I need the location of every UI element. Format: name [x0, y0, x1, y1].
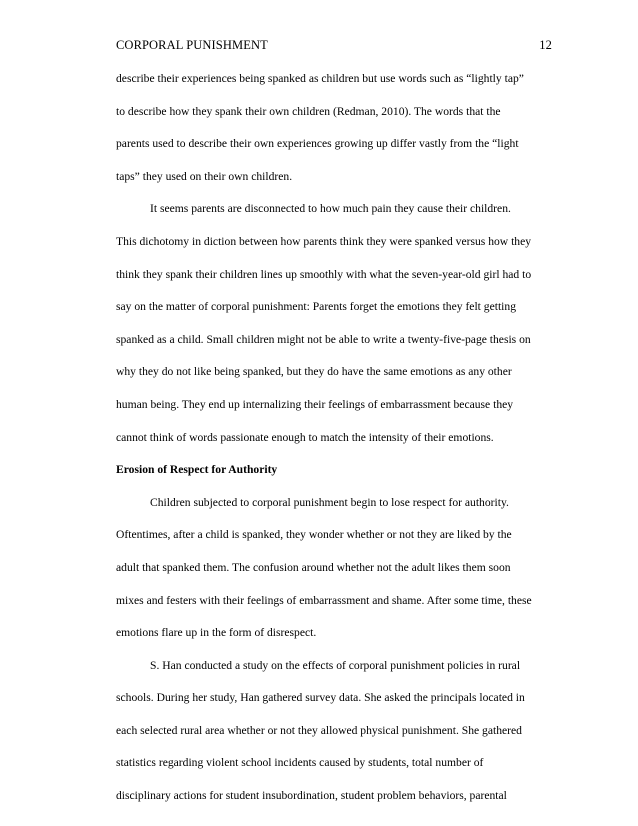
text-line: say on the matter of corporal punishment: Parents forget the emotions they felt getting	[116, 300, 516, 314]
running-head-title: CORPORAL PUNISHMENT	[116, 38, 268, 52]
text-line: It seems parents are disconnected to how much pain they cause their children.	[150, 202, 511, 216]
text-line: why they do not like being spanked, but they do have the same emotions as any other	[116, 365, 512, 379]
text-line: think they spank their children lines up smoothly with what the seven-year-old girl had to	[116, 267, 532, 281]
page-number: 12	[539, 38, 552, 52]
text-line: Children subjected to corporal punishment begin to lose respect for authority.	[150, 495, 509, 509]
text-line: taps” they used on their own children.	[116, 169, 293, 183]
text-line: describe their experiences being spanked as children but use words such as “lightly tap”	[116, 72, 524, 85]
text-line: This dichotomy in diction between how parents think they were spanked versus how they	[116, 234, 532, 248]
text-line: to describe how they spank their own children (Redman, 2010). The words that the	[116, 104, 501, 118]
text-line: mixes and festers with their feelings of embarrassment and shame. After some time, these	[116, 593, 532, 607]
text-line: cannot think of words passionate enough to match the intensity of their emotions.	[116, 430, 494, 444]
text-line: adult that spanked them. The confusion around whether not the adult likes them soon	[116, 560, 511, 574]
body-text	[116, 69, 560, 819]
text-line: schools. During her study, Han gathered survey data. She asked the principals located in	[116, 691, 525, 705]
text-line: parents used to describe their own experiences growing up differ vastly from the “light	[116, 137, 519, 151]
text-line: spanked as a child. Small children might not be able to write a twenty-five-page thesis on	[116, 332, 531, 346]
text-line: statistics regarding violent school incidents caused by students, total number of	[116, 756, 484, 770]
text-line: human being. They end up internalizing their feelings of embarrassment because they	[116, 397, 514, 411]
text-line: disciplinary actions for student insubordination, student problem behaviors, parental	[116, 789, 507, 803]
text-line: S. Han conducted a study on the effects of corporal punishment policies in rural	[150, 658, 521, 672]
text-line: emotions flare up in the form of disrespect.	[116, 626, 317, 640]
section-heading: Erosion of Respect for Authority	[116, 463, 278, 477]
text-line: each selected rural area whether or not they allowed physical punishment. She gathered	[116, 723, 522, 737]
text-line: Oftentimes, after a child is spanked, they wonder whether or not they are liked by the	[116, 528, 512, 542]
